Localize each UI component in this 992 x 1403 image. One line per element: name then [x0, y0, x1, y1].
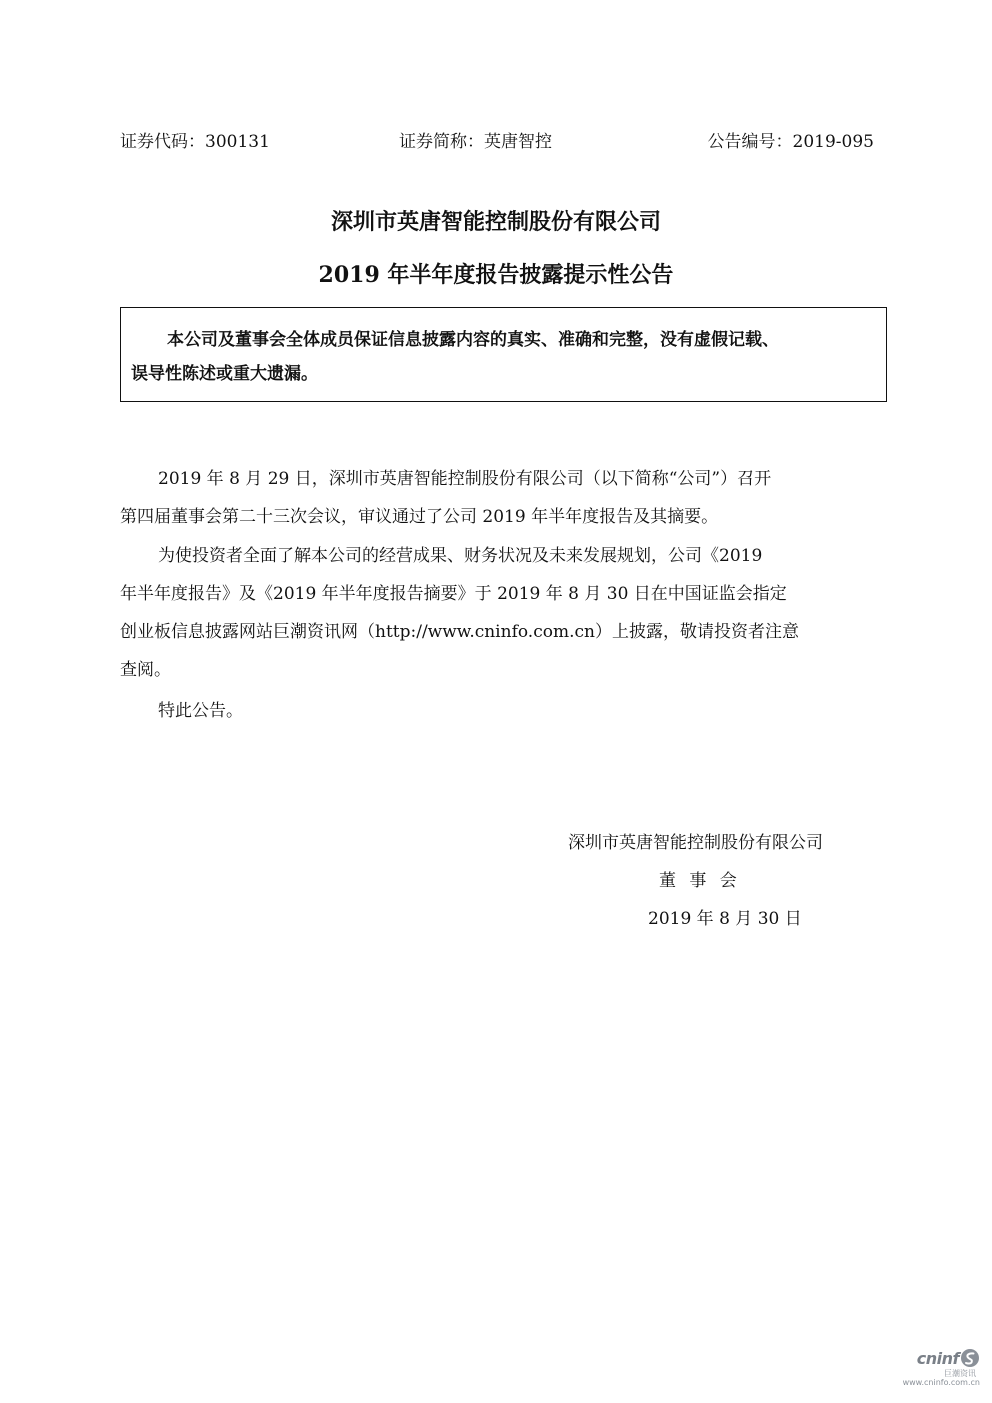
cninfo-watermark — [900, 1347, 980, 1389]
logo-text: cninf — [916, 1348, 959, 1368]
announcement-title: 2019 年半年度报告披露提示性公告 — [318, 262, 674, 288]
header-meta — [120, 128, 874, 156]
body-p2-line-1: 为使投资者全面了解本公司的经营成果、财务状况及未来发展规划，公司《2019 — [158, 546, 763, 566]
company-title: 深圳市英唐智能控制股份有限公司 — [330, 209, 661, 235]
notice-line-2: 误导性陈述或重大遗漏。 — [131, 364, 318, 384]
notice-line-1: 本公司及董事会全体成员保证信息披露内容的真实、准确和完整，没有虚假记载、 — [167, 330, 779, 350]
signature-date: 2019 年 8 月 30 日 — [648, 909, 802, 929]
signature-board: 董 事 会 — [659, 871, 741, 891]
cninfo-logo-icon — [960, 1348, 980, 1368]
logo-url: www.cninfo.com.cn — [902, 1378, 980, 1387]
announcement-number: 公告编号：2019-095 — [707, 132, 874, 152]
logo-row — [917, 1347, 980, 1369]
body-p2-line-4: 查阅。 — [120, 660, 171, 680]
stock-abbreviation: 证券简称：英唐智控 — [399, 132, 552, 152]
signature-company: 深圳市英唐智能控制股份有限公司 — [568, 833, 823, 853]
body-p2-line-3: 创业板信息披露网站巨潮资讯网（http://www.cninfo.com.cn）上披露，敬请投资者注意 — [120, 622, 799, 642]
closing-remark: 特此公告。 — [158, 701, 243, 721]
notice-box — [120, 307, 887, 402]
body-p2-line-2: 年半年度报告》及《2019 年半年度报告摘要》于 2019 年 8 月 30 日在中国证监会指定 — [120, 584, 787, 604]
logo-chinese-name: 巨潮资讯 — [944, 1369, 976, 1378]
body-p1-line-1: 2019 年 8 月 29 日，深圳市英唐智能控制股份有限公司（以下简称“公司”）召开 — [158, 469, 772, 489]
body-p1-line-2: 第四届董事会第二十三次会议，审议通过了公司 2019 年半年度报告及其摘要。 — [120, 507, 719, 527]
stock-code: 证券代码：300131 — [120, 132, 270, 152]
